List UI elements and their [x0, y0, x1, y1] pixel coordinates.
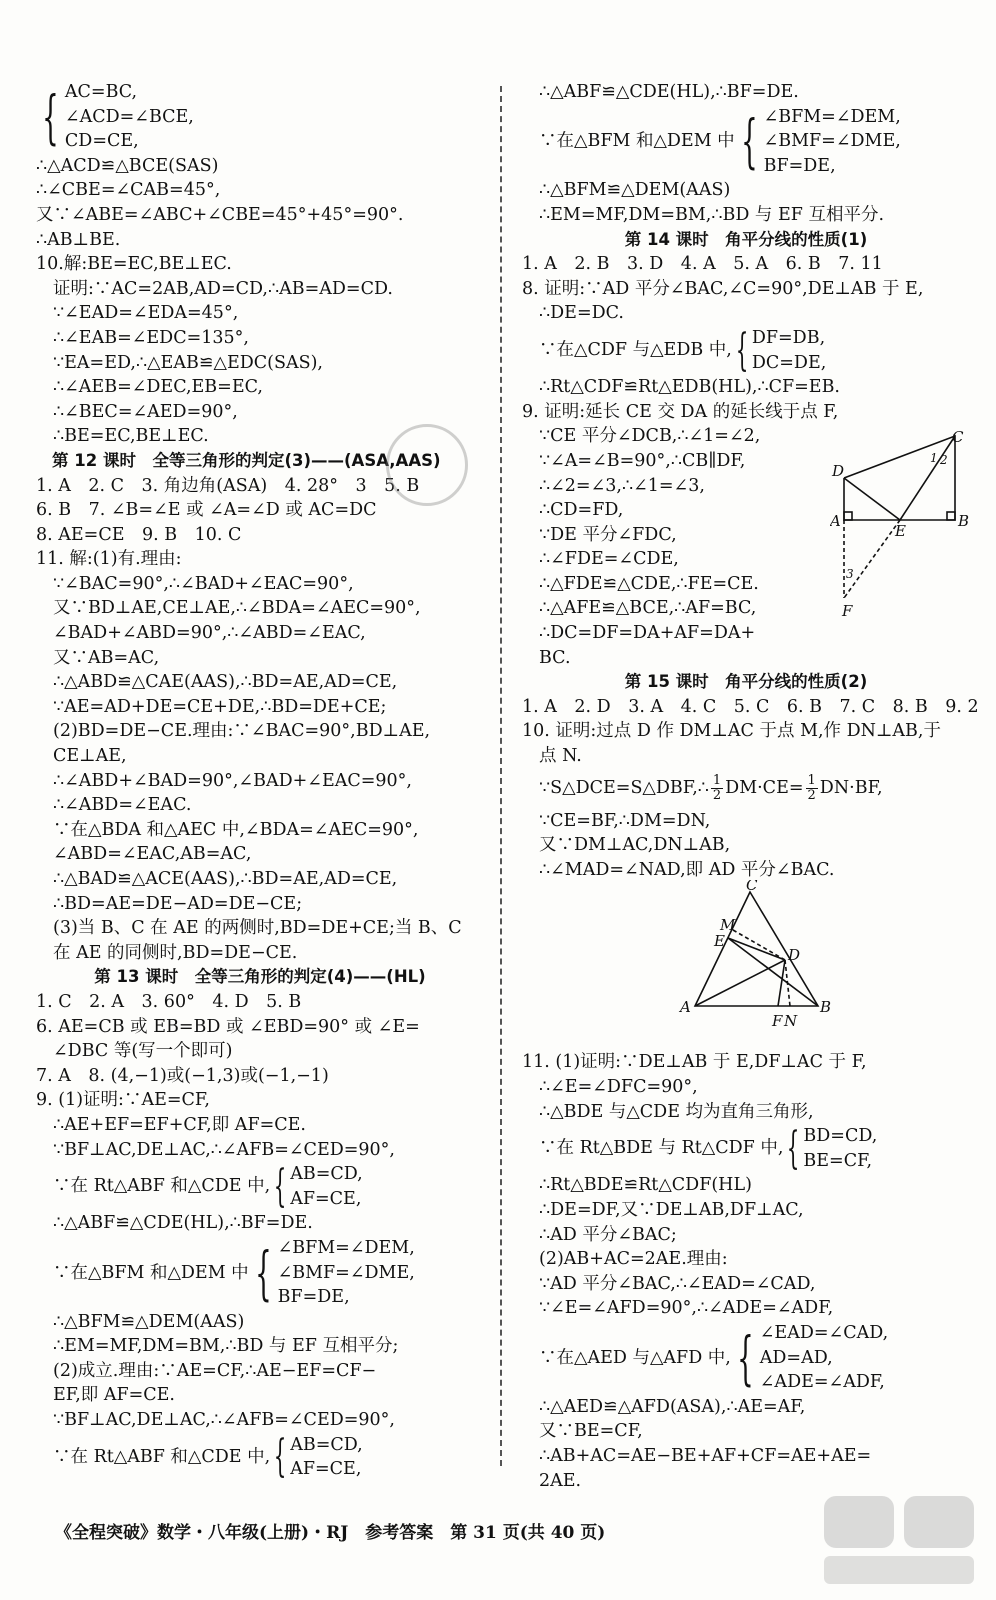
text-line: ∵在 Rt△BDE 与 Rt△CDF 中,	[539, 1138, 784, 1159]
segment-df	[778, 960, 785, 1006]
condition-system: ∵在 Rt△ABF 和△CDE 中, { AB=CD, AF=CE,	[53, 1431, 363, 1483]
segment-md	[733, 930, 785, 960]
text-line: ∴Rt△BDE≌Rt△CDF(HL)	[539, 1175, 752, 1196]
label-e: E	[895, 522, 906, 540]
text-line: CD=CE,	[64, 131, 139, 152]
page-footer: 《全程突破》数学・八年级(上册)・RJ 参考答案 第 31 页(共 40 页)	[55, 1523, 606, 1543]
text-line: ∵∠E=∠AFD=90°,∴∠ADE=∠ADF,	[539, 1298, 834, 1319]
fraction-denominator: 2	[712, 788, 722, 804]
text-line: ∠BFM=∠DEM,	[763, 106, 901, 127]
text-line: ∴∠FDE=∠CDE,	[539, 549, 679, 570]
text-line: ∵AE=AD+DE=CE+DE,∴BD=DE+CE;	[53, 696, 387, 717]
text-line: BF=DE,	[277, 1287, 350, 1308]
segment-eb	[728, 938, 818, 1006]
text-line: ∵在△AED 与△AFD 中,	[539, 1347, 731, 1368]
text-line: ∠ABD=∠EAC,AB=AC,	[53, 844, 252, 865]
text-line: ∴DE=DC.	[539, 303, 624, 324]
text-line: (3)当 B、C 在 AE 的两侧时,BD=DE+CE;当 B、C	[53, 918, 462, 939]
text-line: ∠BAD+∠ABD=90°,∴∠ABD=∠EAC,	[53, 623, 366, 644]
label-e: E	[714, 932, 725, 950]
text-line: ∴AB+AC=AE−BE+AF+CF=AE+AE=	[539, 1445, 872, 1466]
text-line: AF=CE,	[290, 1459, 362, 1480]
condition-system: ∵在 Rt△ABF 和△CDE 中, { AB=CD, AF=CE,	[53, 1160, 363, 1212]
text-line: ∴△FDE≌△CDE,∴FE=CE.	[539, 573, 759, 594]
label-n: N	[784, 1012, 798, 1030]
text-line: ∴EM=MF,DM=BM,∴BD 与 EF 互相平分.	[539, 204, 885, 225]
text-line: ∵在△BFM 和△DEM 中	[539, 131, 735, 152]
section-heading: 第 12 课时 全等三角形的判定(3)——(ASA,AAS)	[52, 450, 441, 470]
text-line: BE=CF,	[803, 1150, 873, 1171]
fraction-half	[806, 774, 818, 803]
fraction-numerator: 1	[712, 773, 722, 789]
text-line: ∠EAD=∠CAD,	[759, 1322, 889, 1343]
text-line: ∴AB⊥BE.	[36, 229, 121, 250]
text-line: ∴∠EAB=∠EDC=135°,	[53, 327, 249, 348]
text-line: ∴△AED≌△AFD(ASA),∴AE=AF,	[539, 1396, 806, 1417]
text-line: ∠ADE=∠ADF,	[759, 1372, 885, 1393]
text-line: ∴DE=DF,又∵DE⊥AB,DF⊥AC,	[539, 1199, 804, 1220]
text-line: ∠BMF=∠DME,	[763, 131, 901, 152]
area-equation	[522, 769, 970, 809]
stamp-seal	[386, 424, 468, 506]
text-line: ∴△ABD≌△CAE(AAS),∴BD=AE,AD=CE,	[53, 672, 398, 693]
segment-ce	[900, 436, 955, 520]
text-line: DN·BF,	[819, 778, 883, 799]
right-angle-a	[844, 512, 852, 520]
text-line: AF=CE,	[290, 1188, 362, 1209]
text-line: 7. A 8. (4,−1)或(−1,3)或(−1,−1)	[36, 1065, 329, 1086]
text-line: 在 AE 的同侧时,BD=DE−CE.	[53, 942, 298, 963]
text-line: ∴△BDE 与△CDE 均为直角三角形,	[539, 1101, 814, 1122]
label-b: B	[958, 512, 970, 530]
text-line: ∴∠ABD+∠BAD=90°,∠BAD+∠EAC=90°,	[53, 770, 412, 791]
label-m: M	[720, 916, 736, 934]
watermark-logo	[818, 1490, 988, 1590]
segment-ef	[844, 520, 900, 598]
text-line: ∵EA=ED,∴△EAB≌△EDC(SAS),	[53, 352, 323, 373]
label-c: C	[746, 880, 758, 894]
label-f: F	[772, 1012, 783, 1030]
text-line: 又∵DM⊥AC,DN⊥AB,	[539, 835, 731, 856]
fraction-denominator: 2	[807, 788, 816, 804]
label-c: C	[952, 428, 964, 446]
text-line: ∠ACD=∠BCE,	[64, 106, 194, 127]
text-line: ∴△ABF≌△CDE(HL),∴BF=DE.	[53, 1213, 313, 1234]
text-line: 1. A 2. B 3. D 4. A 5. A 6. B 7. 11	[522, 254, 883, 275]
label-a: A	[680, 998, 691, 1016]
geometry-figure-1	[830, 428, 980, 628]
label-b: B	[820, 998, 832, 1016]
fraction-half	[711, 774, 723, 803]
text-line: ∵CE 平分∠DCB,∴∠1=∠2,	[539, 426, 761, 447]
text-line: ∴△ABF≌△CDE(HL),∴BF=DE.	[539, 82, 799, 102]
text-line: BC.	[539, 647, 571, 668]
text-line: 又∵BE=CF,	[539, 1421, 643, 1442]
segment-ad	[695, 960, 785, 1006]
text-line: 9. (1)证明:∵AE=CF,	[36, 1090, 210, 1111]
text-line: 1. A 2. D 3. A 4. C 5. C 6. B 7. C 8. B 9. 2	[522, 696, 979, 717]
text-line: 1. A 2. C 3. 角边角(ASA) 4. 28° 3 5. B	[36, 475, 420, 496]
text-line: 证明:∵AC=2AB,AD=CD,∴AB=AD=CD.	[53, 278, 393, 299]
text-line: 6. AE=CB 或 EB=BD 或 ∠EBD=90° 或 ∠E=	[36, 1016, 420, 1037]
text-line: ∴∠2=∠3,∴∠1=∠3,	[539, 475, 705, 496]
text-line: 又∵∠ABE=∠ABC+∠CBE=45°+45°=90°.	[36, 204, 404, 225]
section-heading: 第 14 课时 角平分线的性质(1)	[624, 229, 868, 249]
condition-system: { AC=BC, ∠ACD=∠BCE, CD=CE,	[36, 80, 484, 154]
text-line: 8. 证明:∵AD 平分∠BAC,∠C=90°,DE⊥AB 于 E,	[522, 278, 924, 299]
text-line: ∴∠MAD=∠NAD,即 AD 平分∠BAC.	[539, 859, 835, 880]
text-line: ∴Rt△CDF≌Rt△EDB(HL),∴CF=EB.	[539, 377, 840, 398]
label-2: 2	[940, 453, 948, 467]
text-line: 1. C 2. A 3. 60° 4. D 5. B	[36, 991, 302, 1012]
text-line: ∴BD=AE=DE−AD=DE−CE;	[53, 893, 303, 914]
text-line: CE⊥AE,	[53, 746, 127, 767]
text-line: ∴∠AEB=∠DEC,EB=EC,	[53, 377, 263, 398]
text-line: ∴∠CBE=∠CAB=45°,	[36, 180, 221, 201]
text-line: ∵在 Rt△ABF 和△CDE 中,	[53, 1176, 271, 1197]
text-line: ∠BMF=∠DME,	[277, 1262, 415, 1283]
label-3: 3	[846, 567, 854, 581]
text-line: DM·CE=	[725, 778, 804, 799]
column-divider	[500, 86, 502, 1466]
text-line: ∴∠BEC=∠AED=90°,	[53, 401, 238, 422]
text-line: ∴AE+EF=EF+CF,即 AF=CE.	[53, 1114, 306, 1135]
segment-ed	[728, 938, 785, 960]
text-line: DF=DB,	[751, 327, 826, 348]
condition-system: ∵在△AED 与△AFD 中, { ∠EAD=∠CAD, AD=AD, ∠ADE=∠ADF,	[522, 1321, 970, 1395]
text-line: 10. 证明:过点 D 作 DM⊥AC 于点 M,作 DN⊥AB,于	[522, 721, 941, 742]
text-line: ∴△BFM≌△DEM(AAS)	[53, 1311, 245, 1332]
text-line: ∴BE=EC,BE⊥EC.	[53, 426, 209, 447]
quadrilateral-outline	[844, 436, 955, 520]
condition-system: ∵在 Rt△BDE 与 Rt△CDF 中, { BD=CD, BE=CF,	[539, 1122, 878, 1174]
text-line: ∵在△CDF 与△EDB 中,	[539, 340, 732, 361]
text-line: 9. 证明:延长 CE 交 DA 的延长线于点 F,	[522, 401, 839, 422]
label-1: 1	[930, 451, 938, 465]
text-line: 又∵BD⊥AE,CE⊥AE,∴∠BDA=∠AEC=90°,	[53, 598, 421, 619]
text-line: ∴DC=DF=DA+AF=DA+	[539, 623, 756, 644]
label-d: D	[788, 946, 801, 964]
text-line: BD=CD,	[803, 1126, 878, 1147]
text-line: 11. 解:(1)有.理由:	[36, 549, 182, 570]
text-line: EF,即 AF=CE.	[53, 1385, 175, 1406]
text-line: ∵在 Rt△ABF 和△CDE 中,	[53, 1446, 271, 1467]
text-line: ∵∠EAD=∠EDA=45°,	[53, 303, 239, 324]
text-line: 6. B 7. ∠B=∠E 或 ∠A=∠D 或 AC=DC	[36, 500, 377, 521]
text-line: ∴△BAD≌△ACE(AAS),∴BD=AE,AD=CE,	[53, 869, 398, 889]
right-column	[522, 80, 979, 1493]
text-line: (2)成立.理由:∵AE=CF,∴AE−EF=CF−	[53, 1360, 377, 1381]
text-line: ∵BF⊥AC,DE⊥AC,∴∠AFB=∠CED=90°,	[53, 1410, 395, 1431]
text-line: ∴CD=FD,	[539, 500, 624, 521]
condition-system: ∵在△CDF 与△EDB 中, { DF=DB, DC=DE,	[539, 324, 827, 376]
text-line: (2)AB+AC=2AE.理由:	[539, 1249, 728, 1270]
section-heading: 第 15 课时 角平分线的性质(2)	[624, 672, 868, 692]
text-line: ∴∠E=∠DFC=90°,	[539, 1077, 698, 1097]
text-line: ∵CE=BF,∴DM=DN,	[539, 810, 711, 831]
text-line: AD=AD,	[759, 1347, 833, 1368]
text-line: AB=CD,	[290, 1164, 363, 1185]
label-d: D	[832, 462, 845, 480]
text-line: ∵BF⊥AC,DE⊥AC,∴∠AFB=∠CED=90°,	[53, 1139, 395, 1160]
text-line: DC=DE,	[751, 352, 827, 373]
text-line: ∵∠BAC=90°,∴∠BAD+∠EAC=90°,	[53, 573, 354, 594]
condition-system: ∵在△BFM 和△DEM 中 { ∠BFM=∠DEM, ∠BMF=∠DME, BF=DE,	[522, 105, 970, 179]
text-line: ∠BFM=∠DEM,	[277, 1237, 415, 1258]
text-line: ∵在△BDA 和△AEC 中,∠BDA=∠AEC=90°,	[53, 819, 419, 840]
text-line: 11. (1)证明:∵DE⊥AB 于 E,DF⊥AC 于 F,	[522, 1052, 867, 1073]
text-line: 8. AE=CE 9. B 10. C	[36, 524, 242, 545]
fraction-numerator: 1	[807, 773, 816, 789]
text-line: ∴AD 平分∠BAC;	[539, 1224, 677, 1245]
text-line: ∴△ACD≌△BCE(SAS)	[36, 155, 219, 176]
text-line: ∴EM=MF,DM=BM,∴BD 与 EF 互相平分;	[53, 1336, 399, 1357]
text-line: ∵DE 平分∠FDC,	[539, 524, 677, 545]
text-line: ∴∠ABD=∠EAC.	[53, 795, 192, 816]
text-line: ∠DBC 等(写一个即可)	[53, 1041, 233, 1062]
text-line: 2AE.	[539, 1470, 582, 1491]
text-line: ∵S△DCE=S△DBF,∴	[539, 778, 709, 799]
text-line: (2)BD=DE−CE.理由:∵∠BAC=90°,BD⊥AE,	[53, 721, 431, 742]
section-heading: 第 13 课时 全等三角形的判定(4)——(HL)	[94, 967, 426, 987]
text-line: ∵AD 平分∠BAC,∴∠EAD=∠CAD,	[539, 1273, 816, 1294]
question-number: 10.解:BE=EC,BE⊥EC.	[36, 254, 232, 275]
text-line: AC=BC,	[64, 82, 138, 102]
right-angle-b	[947, 512, 955, 520]
text-line: ∴△AFE≌△BCE,∴AF=BC,	[539, 598, 757, 619]
text-line: 又∵AB=AC,	[53, 647, 160, 668]
left-column	[36, 80, 484, 1482]
text-line: BF=DE,	[763, 155, 836, 176]
text-line: 点 N.	[539, 746, 582, 767]
text-line: ∵∠A=∠B=90°,∴CB∥DF,	[539, 450, 746, 471]
text-line: ∵在△BFM 和△DEM 中	[53, 1262, 249, 1283]
label-a: A	[830, 512, 841, 530]
condition-system: ∵在△BFM 和△DEM 中 { ∠BFM=∠DEM, ∠BMF=∠DME, BF=DE,	[36, 1236, 484, 1310]
text-line: ∴△BFM≌△DEM(AAS)	[539, 180, 731, 201]
geometry-figure-2	[670, 880, 850, 1030]
label-f: F	[842, 602, 853, 620]
text-line: AB=CD,	[290, 1434, 363, 1455]
